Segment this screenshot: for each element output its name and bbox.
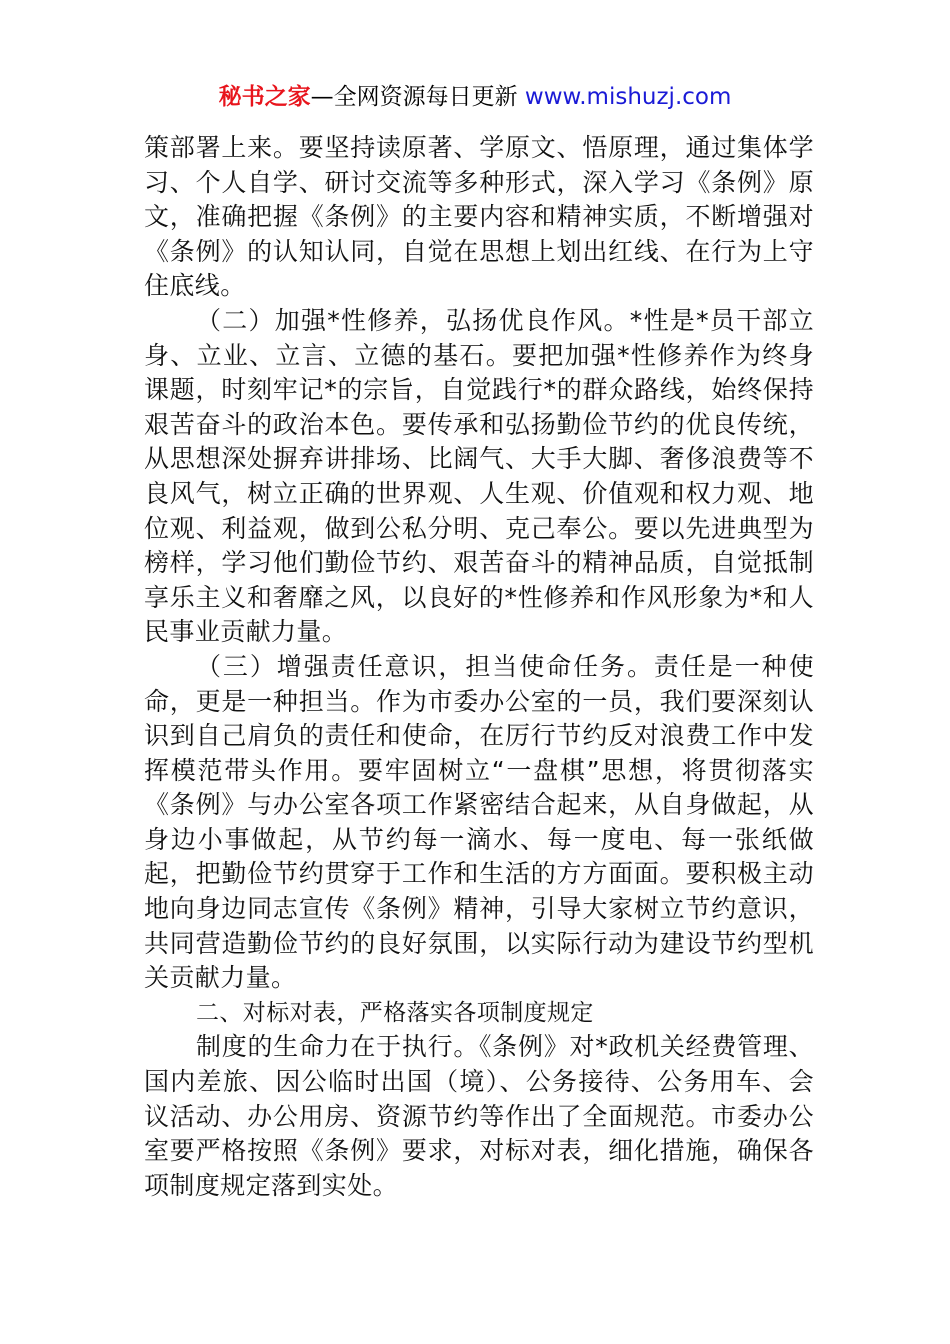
section-heading: 二、对标对表，严格落实各项制度规定 [196,999,594,1026]
page-header [0,82,950,112]
paragraph-continuation: 策部署上来。要坚持读原著、学原文、悟原理，通过集体学习、个人自学、研讨交流等多种形式，深入学习《条例》原文，准确把握《条例》的主要内容和精神实质，不断增强对《条例》的认知认同，自觉在思想上划出红线、在行为上守住底线。 [144,133,814,301]
paragraph-section-3: （三）增强责任意识，担当使命任务。责任是一种使命，更是一种担当。作为市委办公室的一员，我们要深刻认识到自己肩负的责任和使命，在厉行节约反对浪费工作中发挥模范带头作用。要牢固树立“一盘棋”思想，将贯彻落实《条例》与办公室各项工作紧密结合起来，从自身做起，从身边小事做起，从节约每一滴水、每一度电、每一张纸做起，把勤俭节约贯穿于工作和生活的方方面面。要积极主动地向身边同志宣传《条例》精神，引导大家树立节约意识，共同营造勤俭节约的良好氛围，以实际行动为建设节约型机关贡献力量。 [144,651,814,993]
document-body [144,131,814,1203]
site-tagline: —全网资源每日更新 [310,84,525,110]
paragraph-section-2: （二）加强*性修养，弘扬优良作风。*性是*员干部立身、立业、立言、立德的基石。要把加强*性修养作为终身课题，时刻牢记*的宗旨，自觉践行*的群众路线，始终保持艰苦奋斗的政治本色。要传承和弘扬勤俭节约的优良传统，从思想深处摒弃讲排场、比阔气、大手大脚、奢侈浪费等不良风气，树立正确的世界观、人生观、价值观和权力观、地位观、利益观，做到公私分明、克己奉公。要以先进典型为榜样，学习他们勤俭节约、艰苦奋斗的精神品质，自觉抵制享乐主义和奢靡之风，以良好的*性修养和作风形象为*和人民事业贡献力量。 [144,305,814,647]
site-brand: 秘书之家 [218,84,311,110]
site-url-link[interactable]: www.mishuzj.com [524,84,732,110]
paragraph-regulations: 制度的生命力在于执行。《条例》对*政机关经费管理、国内差旅、因公临时出国（境）、公务接待、公务用车、会议活动、办公用房、资源节约等作出了全面规范。市委办公室要严格按照《条例》要求，对标对表，细化措施，确保各项制度规定落到实处。 [144,1032,814,1200]
